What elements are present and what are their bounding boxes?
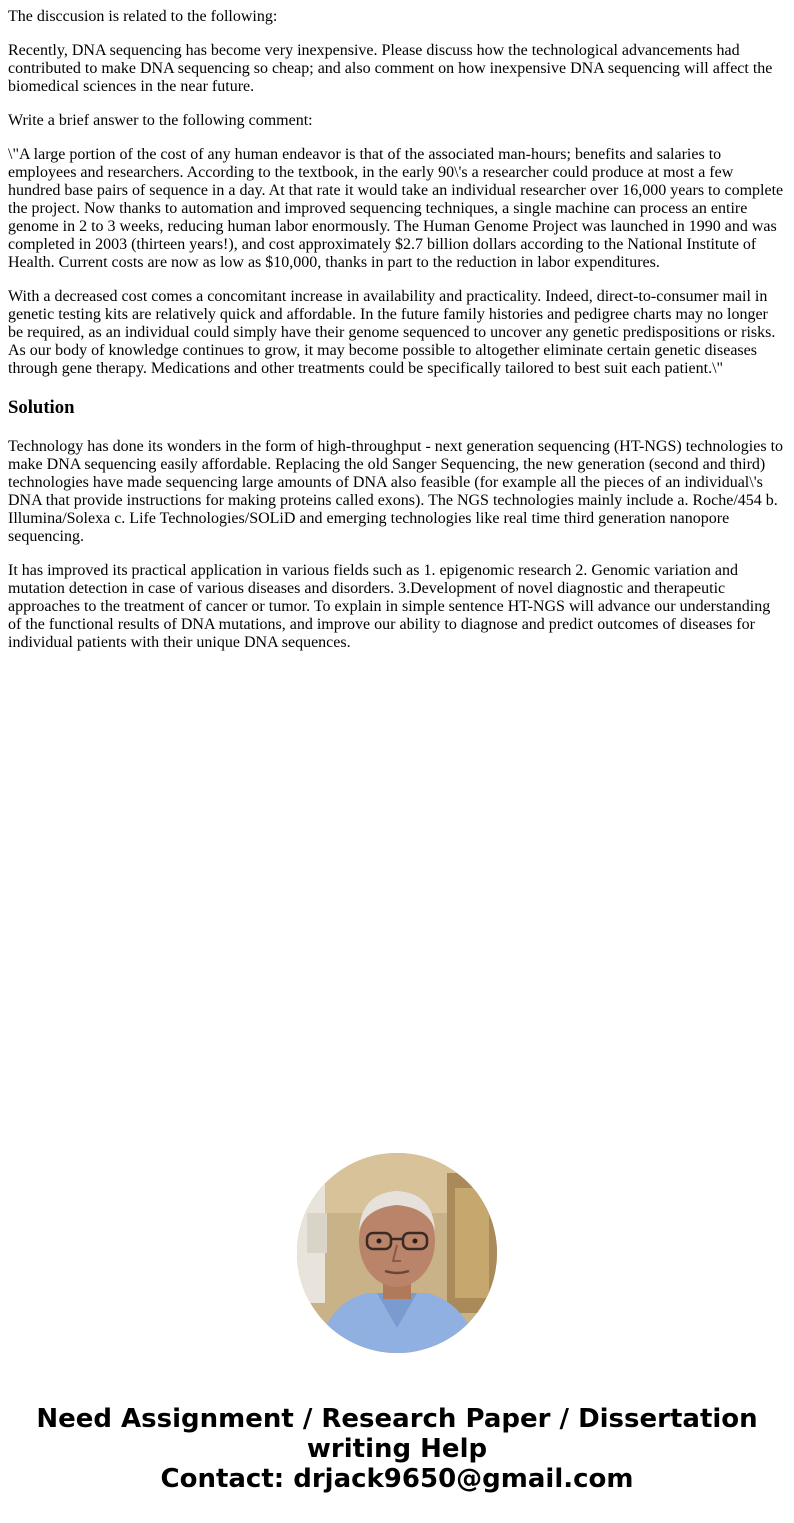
author-avatar <box>297 1153 497 1353</box>
solution-paragraph-1: Technology has done its wonders in the form of high-throughput - next generation sequencing (HT-NGS) technologies to make DNA sequencing easily affordable. Replacing the old Sanger Sequencing, the new generation (second and third) technologies have made sequencing large amounts of DNA also feasible (for example all the pieces of an individual\'s DNA that provide instructions for making proteins called exons). The NGS technologies mainly include a. Roche/454 b. Illumina/Solexa c. Life Technologies/SOLiD and emerging technologies like real time third generation nanopore sequencing. <box>8 438 784 545</box>
document-body <box>8 8 785 668</box>
question-intro: The disccusion is related to the following: <box>8 8 278 25</box>
contact-email: Contact: drjack9650@gmail.com <box>160 1464 634 1494</box>
contact-banner-line-2: writing Help <box>306 1434 488 1464</box>
comment-paragraph-1: \"A large portion of the cost of any human endeavor is that of the associated man-hours; benefits and salaries to employees and researchers. According to the textbook, in the early 90\'s a researcher could produce at most a few hundred base pairs of sequence in a day. At that rate it would take an individual researcher over 16,000 years to complete the project. Now thanks to automation and improved sequencing techniques, a single machine can process an entire genome in 2 to 3 weeks, reducing human labor enormously. The Human Genome Project was launched in 1990 and was completed in 2003 (thirteen years!), and cost approximately $2.7 billion dollars according to the National Institute of Health. Current costs are now as low as $10,000, thanks in part to the reduction in labor expenditures. <box>8 146 784 271</box>
solution-heading: Solution <box>8 397 75 418</box>
solution-paragraph-2: It has improved its practical application in various fields such as 1. epigenomic research 2. Genomic variation and mutation detection in case of various diseases and disorders. 3.Development of novel diagnostic and therapeutic approaches to the treatment of cancer or tumor. To explain in simple sentence HT-NGS will advance our understanding of the functional results of DNA mutations, and improve our ability to diagnose and predict outcomes of diseases for individual patients with their unique DNA sequences. <box>8 562 771 651</box>
comment-paragraph-2: With a decreased cost comes a concomitant increase in availability and practicality. Indeed, direct-to-consumer mail in genetic testing kits are relatively quick and affordable. In the future family histories and pedigree charts may no longer be required, as an individual could simply have their genome sequenced to uncover any genetic predispositions or risks. As our body of knowledge continues to grow, it may become possible to altogether eliminate certain genetic diseases through gene therapy. Medications and other treatments could be specifically tailored to best suit each patient.\" <box>8 288 776 377</box>
contact-banner <box>0 1404 794 1494</box>
question-instruction: Write a brief answer to the following comment: <box>8 112 313 129</box>
author-portrait-icon <box>297 1153 497 1353</box>
contact-banner-line-1: Need Assignment / Research Paper / Dissertation <box>36 1404 758 1434</box>
question-prompt: Recently, DNA sequencing has become very inexpensive. Please discuss how the technological advancements had contributed to make DNA sequencing so cheap; and also comment on how inexpensive DNA sequencing will affect the biomedical sciences in the near future. <box>8 42 773 95</box>
